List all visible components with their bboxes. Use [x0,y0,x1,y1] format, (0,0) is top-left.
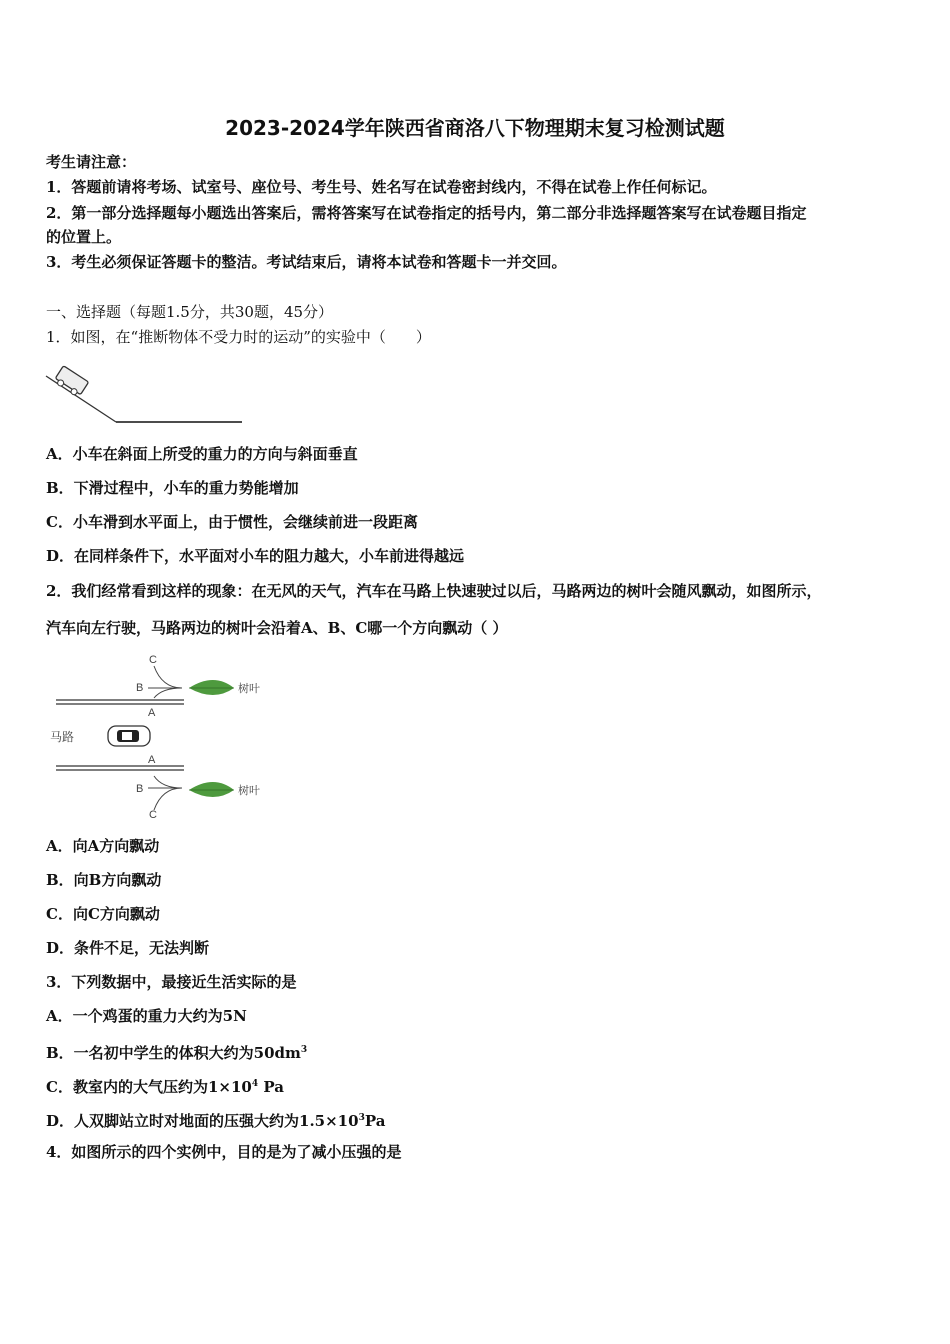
page-title: 2023-2024学年陕西省商洛八下物理期末复习检测试题 [225,116,725,140]
question-2-stem-line1: 2．我们经常看到这样的现象：在无风的天气，汽车在马路上快速驶过以后，马路两边的树叶会随风飘动，如图所示， [46,582,822,600]
q2-option-d: D．条件不足，无法判断 [46,939,210,957]
incline-cart-figure [44,362,249,428]
leaf-label-bottom: 树叶 [238,785,260,797]
q3-option-a: A．一个鸡蛋的重力大约为5N [46,1007,247,1025]
leaf-label-top: 树叶 [238,683,260,695]
cart-icon [53,366,89,398]
section-heading: 一、选择题（每题1.5分，共30题，45分） [46,303,334,321]
question-3-stem: 3．下列数据中，最接近生活实际的是 [46,973,297,991]
question-2-stem-line2: 汽车向左行驶，马路两边的树叶会沿着A、B、C哪一个方向飘动（ ） [46,619,508,637]
notice-item-3: 3．考生必须保证答题卡的整洁。考试结束后，请将本试卷和答题卡一并交回。 [46,253,567,271]
label-c-bottom: C [149,809,157,821]
q3-option-d: D．人双脚站立时对地面的压强大约为$1.5\times 10^3Pa$ [46,1112,386,1130]
road-leaves-figure [44,650,284,825]
label-c-top: C [149,654,157,666]
label-a-top: A [148,707,156,719]
label-b-top: B [136,682,144,694]
label-a-bottom: A [148,754,156,766]
q3-option-c: C．教室内的大气压约为$1\times 10^4$ Pa [46,1078,284,1096]
car-icon [108,726,150,746]
q1-option-a: A．小车在斜面上所受的重力的方向与斜面垂直 [46,445,358,463]
question-1-stem: 1．如图，在“推断物体不受力时的运动”的实验中（ ） [46,328,431,346]
q1-option-d: D．在同样条件下，水平面对小车的阻力越大，小车前进得越远 [46,547,465,565]
leaf-icon-bottom [189,782,234,797]
q3-option-b: B．一名初中学生的体积大约为$50dm^3$ [46,1044,308,1062]
question-4-stem: 4．如图所示的四个实例中，目的是为了减小压强的是 [46,1143,402,1161]
q1-option-b: B．下滑过程中，小车的重力势能增加 [46,479,299,497]
notice-item-1: 1．答题前请将考场、试室号、座位号、考生号、姓名写在试卷密封线内，不得在试卷上作任何标记。 [46,178,717,196]
leaf-icon-top [189,680,234,695]
notice-item-2-cont: 的位置上。 [46,228,122,246]
notice-item-2: 2．第一部分选择题每小题选出答案后，需将答案写在试卷指定的括号内，第二部分非选择题答案写在试卷题目指定 [46,204,807,222]
q2-option-c: C．向C方向飘动 [46,905,160,923]
notice-heading: 考生请注意： [46,153,137,171]
label-b-bottom: B [136,783,144,795]
road-label: 马路 [50,730,75,744]
q1-option-c: C．小车滑到水平面上，由于惯性，会继续前进一段距离 [46,513,418,531]
q2-option-a: A．向A方向飘动 [46,837,160,855]
q2-option-b: B．向B方向飘动 [46,871,162,889]
